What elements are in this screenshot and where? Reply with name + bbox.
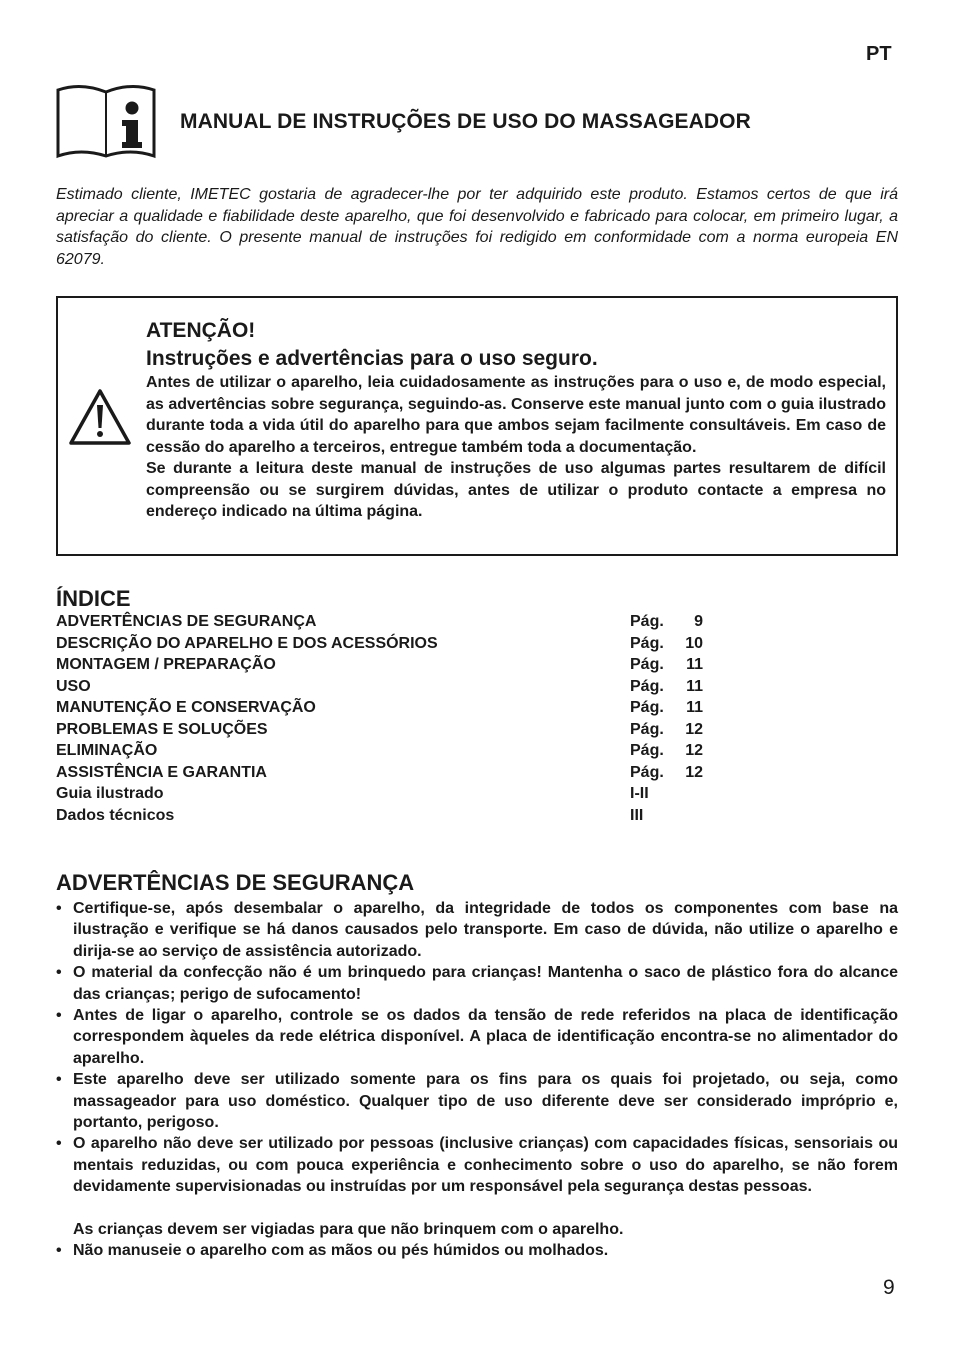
safety-item-text: O aparelho não deve ser utilizado por pessoas (inclusive crianças) com capacidades físicas, sensoriais ou mentais reduzidas, ou com pouca experiência e conhecimento sobre o uso do aparelho, se não forem devidamente supervisionadas ou instruídas por um responsável pela segurança destas pessoas. — [73, 1135, 898, 1196]
index-label: Guia ilustrado — [56, 785, 164, 802]
index-label: ELIMINAÇÃO — [56, 742, 158, 759]
safety-item — [56, 1133, 898, 1197]
index-row — [56, 762, 716, 784]
index-pag: III — [630, 806, 644, 824]
safety-item-text: Não manuseie o aparelho com as mãos ou pés húmidos ou molhados. — [73, 1242, 609, 1260]
warning-paragraph-2: Se durante a leitura deste manual de instruções de uso algumas partes resultarem de difícil compreensão ou se surgirem dúvidas, antes de utilizar o produto contacte a empresa no endereço indicado na última página. — [146, 460, 886, 520]
index-label: ASSISTÊNCIA E GARANTIA — [56, 763, 267, 781]
bullet: • — [56, 1071, 62, 1089]
index-pag: I-II — [630, 785, 649, 802]
index-list — [56, 611, 716, 826]
index-page: 10 — [685, 634, 703, 652]
safety-item — [56, 1005, 898, 1069]
info-book-icon — [56, 84, 156, 160]
index-page: 11 — [686, 677, 703, 695]
safety-item — [56, 898, 898, 962]
index-label: MONTAGEM / PREPARAÇÃO — [56, 656, 276, 673]
index-page: 11 — [686, 656, 703, 673]
index-pag: Pág. — [630, 634, 664, 652]
index-page: 9 — [694, 613, 703, 630]
index-pag: Pág. — [630, 699, 664, 716]
bullet: • — [56, 1242, 62, 1260]
index-page: 11 — [686, 699, 703, 716]
safety-item — [56, 1240, 898, 1261]
safety-item-text: Antes de ligar o aparelho, controle se os dados da tensão de rede referidos na placa de identificação correspondem àqueles da rede elétrica disponível. A placa de identificação encontra-se no alimentador do aparelho. — [73, 1007, 898, 1067]
safety-list — [56, 898, 898, 1262]
spacer — [56, 1198, 898, 1219]
safety-item-text: O material da confecção não é um brinquedo para crianças! Mantenha o saco de plástico fora do alcance das crianças; perigo de sufocamento! — [73, 964, 898, 1003]
index-label: MANUTENÇÃO E CONSERVAÇÃO — [56, 699, 316, 716]
index-label: Dados técnicos — [56, 806, 175, 824]
index-page: 12 — [685, 720, 703, 738]
index-label: ADVERTÊNCIAS DE SEGURANÇA — [56, 613, 317, 630]
language-code: PT — [866, 43, 892, 65]
safety-item-text: Certifique-se, após desembalar o aparelho, da integridade de todos os componentes com base na ilustração e verifique se há danos causados pelo transporte. Em caso de dúvida, não utilize o aparelho e dirija-se ao serviço de assistência autorizado. — [73, 900, 898, 960]
index-row — [56, 740, 716, 762]
index-row — [56, 633, 716, 655]
index-row — [56, 654, 716, 676]
safety-item-text: Este aparelho deve ser utilizado somente para os fins para os quais foi projetado, ou seja, como massageador para uso doméstico. Qualquer tipo de uso diferente deve ser considerado impróprio e, portanto, perigoso. — [73, 1071, 898, 1132]
index-row — [56, 611, 716, 633]
index-pag: Pág. — [630, 677, 664, 695]
index-page: 12 — [685, 742, 703, 759]
index-title: ÍNDICE — [56, 586, 131, 611]
index-label: DESCRIÇÃO DO APARELHO E DOS ACESSÓRIOS — [56, 634, 438, 652]
safety-item — [56, 962, 898, 1005]
warning-text — [146, 316, 886, 523]
index-pag: Pág. — [630, 656, 664, 673]
warning-heading: ATENÇÃO! — [146, 319, 256, 342]
bullet: • — [56, 900, 62, 917]
index-label: PROBLEMAS E SOLUÇÕES — [56, 720, 268, 738]
page-number: 9 — [883, 1276, 895, 1299]
bullet: • — [56, 1135, 62, 1153]
index-row — [56, 697, 716, 719]
index-row — [56, 719, 716, 741]
warning-triangle-icon — [68, 388, 132, 446]
safety-item — [56, 1069, 898, 1133]
warning-box — [56, 296, 898, 556]
index-row — [56, 783, 716, 805]
safety-note-text: As crianças devem ser vigiadas para que não brinquem com o aparelho. — [73, 1221, 624, 1239]
index-label: USO — [56, 677, 91, 695]
warning-paragraph-1: Antes de utilizar o aparelho, leia cuidadosamente as instruções para o uso e, de modo especial, as advertências sobre segurança, seguindo-as. Conserve este manual junto com o guia ilustrado durante toda a vida útil do aparelho para que ambos sejam facilmente consultáveis. Em caso de cessão do aparelho a terceiros, entregue também toda a documentação. — [146, 374, 886, 456]
safety-note — [56, 1219, 898, 1240]
safety-title: ADVERTÊNCIAS DE SEGURANÇA — [56, 870, 415, 895]
index-row — [56, 805, 716, 827]
index-pag: Pág. — [630, 742, 664, 759]
index-page: 12 — [685, 763, 703, 781]
index-pag: Pág. — [630, 720, 664, 738]
warning-subheading: Instruções e advertências para o uso seguro. — [146, 347, 598, 370]
index-row — [56, 676, 716, 698]
page-title: MANUAL DE INSTRUÇÕES DE USO DO MASSAGEADOR — [180, 110, 751, 133]
bullet: • — [56, 964, 62, 982]
intro-text: Estimado cliente, IMETEC gostaria de agradecer-lhe por ter adquirido este produto. Estamos certos de que irá apreciar a qualidade e fiabilidade deste aparelho, que foi desenvolvido e fabricado para colocar, em primeiro lugar, a satisfação do cliente. O presente manual de instruções foi redigido em conformidade com a norma europeia EN 62079. — [56, 186, 898, 268]
bullet: • — [56, 1007, 62, 1025]
index-pag: Pág. — [630, 613, 664, 630]
index-pag: Pág. — [630, 763, 664, 781]
